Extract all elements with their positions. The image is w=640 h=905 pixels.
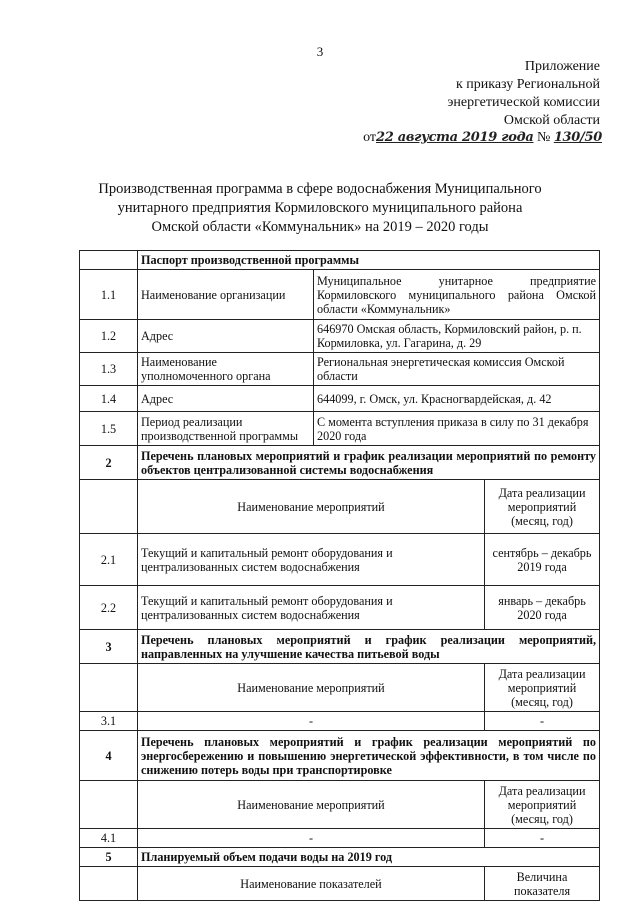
title-line: Производственная программа в сфере водоснабжения Муниципального [98,181,542,197]
column-header-row [80,664,600,712]
section-title: Перечень плановых мероприятий и график реализации мероприятий по энергосбережению и повышению энергетической эффективности, в том числе по снижению потерь воды при транспортировке [138,731,600,781]
section-title: Планируемый объем подачи воды на 2019 год [138,848,600,867]
column-header-date: Дата реализации мероприятий (месяц, год) [485,781,600,829]
column-header-name: Наименование мероприятий [138,480,485,534]
column-header-row [80,781,600,829]
section-title: Перечень плановых мероприятий и график реализации мероприятий по ремонту объектов централизованной системы водоснабжения [138,446,600,480]
table-row [80,353,600,386]
table-row [80,712,600,731]
row-label: Наименование организации [138,270,314,320]
measure-name: - [138,829,485,848]
appendix-block [447,58,600,130]
row-label: Наименование уполномоченного органа [138,353,314,386]
row-number: 1.5 [80,412,138,446]
column-header-row [80,480,600,534]
row-label: Период реализации производственной программы [138,412,314,446]
section-header-row [80,848,600,867]
table-row [80,534,600,586]
column-header-date: Дата реализации мероприятий (месяц, год) [485,480,600,534]
measure-date: сентябрь – декабрь 2019 года [485,534,600,586]
empty-cell [80,251,138,270]
order-date-handwritten: 22 августа 2019 года [376,130,534,145]
section-header-row [80,630,600,664]
page-number: 3 [316,44,324,59]
column-header-name: Наименование мероприятий [138,781,485,829]
row-value: Региональная энергетическая комиссия Омской области [314,353,600,386]
measure-date: - [485,712,600,731]
appendix-line: Приложение [524,59,600,74]
row-number: 3.1 [80,712,138,731]
measure-name: - [138,712,485,731]
section-number: 5 [80,848,138,867]
appendix-line: Омской области [503,113,600,128]
section-header-row [80,731,600,781]
row-number: 1.4 [80,386,138,412]
table-row [80,586,600,630]
section-title: Перечень плановых мероприятий и график реализации мероприятий, направленных на улучшение качества питьевой воды [138,630,600,664]
row-number: 1.3 [80,353,138,386]
order-number-handwritten: 130/50 [553,130,602,145]
order-number-prefix: № [536,130,551,145]
measure-date: январь – декабрь 2020 года [485,586,600,630]
row-value: 646970 Омская область, Кормиловский район, р. п. Кормиловка, ул. Гагарина, д. 29 [314,320,600,353]
program-table [79,250,600,901]
appendix-line: энергетической комиссии [447,95,600,110]
empty-cell [80,867,138,901]
order-prefix: от [363,130,376,145]
title-line: унитарного предприятия Кормиловского муниципального района [117,200,523,216]
column-header-name: Наименование мероприятий [138,664,485,712]
passport-header: Паспорт производственной программы [138,251,600,270]
row-value: 644099, г. Омск, ул. Красногвардейская, д. 42 [314,386,600,412]
order-reference [363,130,602,146]
empty-cell [80,480,138,534]
section-header-row [80,446,600,480]
row-number: 2.1 [80,534,138,586]
appendix-line: к приказу Региональной [455,77,600,92]
row-value: С момента вступления приказа в силу по 31 декабря 2020 года [314,412,600,446]
measure-name: Текущий и капитальный ремонт оборудования и централизованных систем водоснабжения [138,534,485,586]
table-row [80,320,600,353]
empty-cell [80,781,138,829]
row-number: 1.2 [80,320,138,353]
row-number: 2.2 [80,586,138,630]
document-title [70,180,570,237]
column-header-value: Величина показателя [485,867,600,901]
row-number: 1.1 [80,270,138,320]
row-label: Адрес [138,320,314,353]
measure-name: Текущий и капитальный ремонт оборудования и централизованных систем водоснабжения [138,586,485,630]
table-row [80,251,600,270]
title-line: Омской области «Коммунальник» на 2019 – 2020 годы [151,219,489,235]
row-number: 4.1 [80,829,138,848]
section-number: 2 [80,446,138,480]
table-row [80,829,600,848]
measure-date: - [485,829,600,848]
table-row [80,270,600,320]
table-row [80,386,600,412]
empty-cell [80,664,138,712]
row-value: Муниципальное унитарное предприятие Кормиловского муниципального района Омской области «Коммунальник» [314,270,600,320]
column-header-date: Дата реализации мероприятий (месяц, год) [485,664,600,712]
section-number: 3 [80,630,138,664]
row-label: Адрес [138,386,314,412]
column-header-row [80,867,600,901]
column-header-name: Наименование показателей [138,867,485,901]
table-row [80,412,600,446]
section-number: 4 [80,731,138,781]
